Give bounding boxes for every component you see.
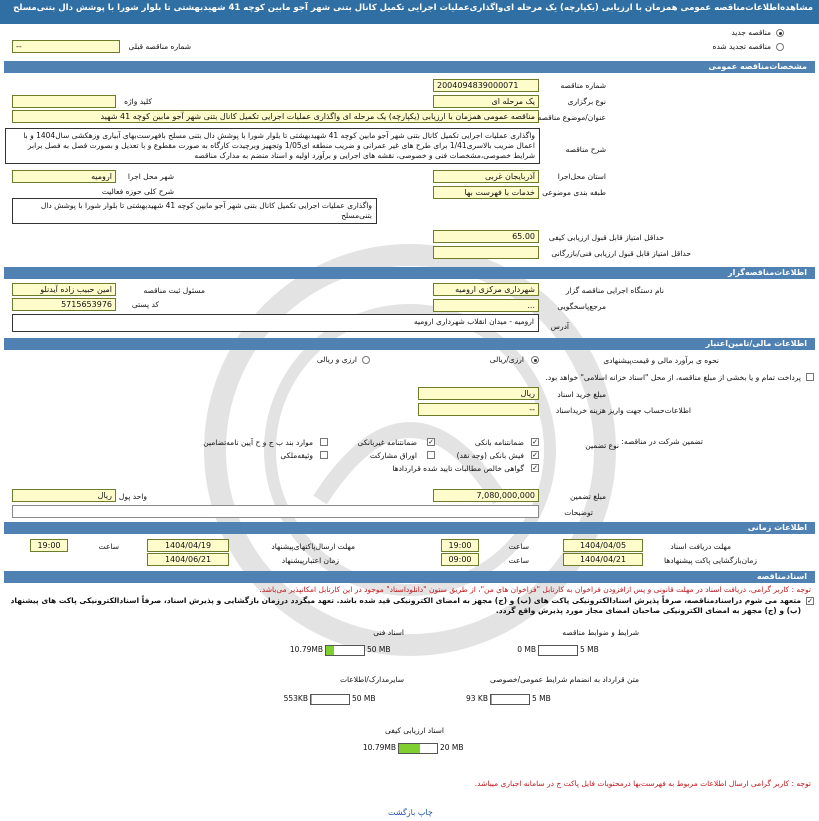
submit-label: مهلت ارسال‌پاکتهای‌پیشنهاد	[271, 542, 355, 551]
nonbank-guarantee-checkbox[interactable]: ✓	[428, 438, 434, 446]
doc-progress-bar	[538, 645, 578, 656]
min-quality-label: حداقل امتیاز قابل قبول ارزیابی کیفی	[548, 233, 664, 242]
doc-uploaded-size: 10.79MB	[289, 645, 323, 654]
doc-progress-bar	[310, 694, 350, 705]
min-quality-field[interactable]: 65.00	[433, 230, 539, 243]
doc-max-size: 5 MB	[532, 694, 551, 703]
reference-label: مرجع‌پاسخگویی	[557, 302, 606, 311]
renewed-tender-radio[interactable]	[776, 43, 784, 51]
city-label: شهر محل اجرا	[127, 172, 174, 181]
doc-progress-bar	[398, 743, 438, 754]
new-tender-radio[interactable]	[776, 29, 784, 37]
property-label: وثیقه‌ملکی	[280, 451, 313, 460]
doc-receive-date[interactable]: 1404/04/05	[563, 539, 643, 552]
property-checkbox[interactable]	[320, 451, 328, 459]
address-label: آدرس	[550, 322, 569, 331]
section-timing: اطلاعات زمانی	[4, 522, 815, 534]
holding-type-label: نوع برگزاری	[567, 97, 606, 106]
keyword-field[interactable]	[12, 95, 116, 108]
footer-links	[388, 808, 433, 817]
doc-receive-time[interactable]: 19:00	[441, 539, 479, 552]
fx-rial-radio-label: ارزی و ریالی	[316, 355, 357, 364]
description-box: واگذاری عملیات اجرایی تکمیل کانال بتنی شهر آجو مابین کوچه 41 شهید‌بهشتی تا بلوار شورا با پوشش دال بتنی مسلح بافهرست‌بهای آبیاری وزهکشی سال1404 و با اعمال ضریب بالاسری1/41 برای طرح های غیر عمرانی و ضریب منطقه ای1/05 وتجهیز وبرچیدت کارگاه به صورت مقطوع و با تعدیل و بصورت فصل به فصل برابر شرایط خصوصی،مشخصات فنی و خصوصی، نقشه های اجرایی و برآورد اولیه و اسناد منضم به مدارک مناقصه	[5, 128, 540, 164]
agency-label: نام دستگاه اجرایی مناقصه گزار	[565, 286, 664, 295]
validity-label: زمان اعتبارپیشنهاد	[281, 556, 339, 565]
rial-radio[interactable]	[531, 356, 539, 364]
print-link[interactable]: چاپ	[417, 808, 433, 817]
doc-uploaded-size: 0 MB	[517, 645, 536, 654]
activity-label: شرح کلی حوزه فعالیت	[101, 187, 174, 196]
activity-box: واگذاری عملیات اجرایی تکمیل کانال بتنی شهر آجو مابین کوچه 41 شهیدبهشتی تا بلوار شورا با پوشش دال بتنی‌مسلح	[12, 198, 377, 224]
holding-type-field[interactable]: یک مرحله ای	[433, 95, 539, 108]
validity-date[interactable]: 1404/06/21	[147, 553, 229, 566]
city-field[interactable]: ارومیه	[12, 170, 116, 183]
doc-max-size: 50 MB	[367, 645, 391, 654]
account-label: اطلاعات‌حساب جهت واریز هزینه خریداسناد	[555, 406, 691, 415]
treasury-checkbox[interactable]	[806, 373, 814, 381]
subject-label: عنوان/موضوع مناقصه	[537, 113, 606, 122]
submit-time-label: ساعت	[98, 542, 119, 551]
currency-field[interactable]: ریال	[12, 489, 116, 502]
doc-title: سایرمدارک/اطلاعات	[339, 675, 404, 684]
section-general: مشخصات‌مناقصه عمومی	[4, 61, 815, 73]
doc-uploaded-size: 553KB	[283, 694, 308, 703]
description-label: شرح مناقصه	[565, 145, 606, 154]
claims-label: گواهی خالص مطالبات تایید شده قراردادها	[392, 464, 524, 473]
section-organizer: اطلاعات‌مناقصه‌گزار	[4, 267, 815, 279]
doc-title: متن قرارداد به انضمام شرایط عمومی/خصوصی	[490, 675, 639, 684]
doc-progress-bar	[325, 645, 365, 656]
category-label: طبقه بندی موضوعی	[542, 188, 606, 197]
doc-price-label: مبلغ خرید اسناد	[557, 390, 606, 399]
doc-receive-label: مهلت دریافت اسناد	[670, 542, 731, 551]
bank-guarantee-label: ضمانتنامه بانکی	[474, 438, 524, 447]
min-tech-field[interactable]	[433, 246, 539, 259]
commit-text: متعهد می شوم دراسنادمناقصه، صرفاً پذیرش اسنادالکترونیکی پاکت های (ب) و (ج) مجهز به امضای الکترونیکی قید شده باشد. تعهد میگردد درزمان بازگشایی و پذیرش اسناد، صرفاً اسنادالکترونیکی پاکت های پیشنهاد (ب) و (ج) مجهز به امضای الکترونیکی صاحبان امضای مجاز مورد پذیرش واقع گردد.	[10, 596, 801, 615]
section-finance: اطلاعات مالی/تامین‌اعتبار	[4, 338, 815, 350]
treasury-label: پرداخت تمام و یا بخشی از مبلغ مناقصه، از محل "اسناد خزانه اسلامی" خواهد بود.	[545, 373, 801, 382]
registrar-label: مسئول ثبت مناقصه	[143, 286, 205, 295]
docs-note-bottom: توجه : کاربر گرامی ارسال اطلاعات مربوط به فهرست‌بها درمحتویات فایل پاکت ج در سامانه اجباری میباشد.	[474, 779, 811, 788]
page-title: مشاهده‌اطلاعات‌مناقصه عمومی همزمان با ارزیابی (یکپارچه) یک مرحله ای‌واگذاری‌عملیات اجرایی تکمیل کانال بتنی شهر آجو مابین کوچه 41 شهید‌بهشتی تا بلوار شورا با پوشش دال بتنی‌مسلح	[0, 0, 819, 24]
doc-title: اسناد ارزیابی کیفی	[385, 726, 444, 735]
notes-field[interactable]	[12, 505, 539, 518]
bank-guarantee-checkbox[interactable]: ✓	[532, 438, 538, 446]
subject-field[interactable]: مناقصه عمومی همزمان با ارزیابی (یکپارچه) یک مرحله ای واگذاری عملیات اجرایی تکمیل کانال بتنی شهر آجو مابین کوچه 41 شهید	[12, 110, 539, 123]
doc-title: شرایط و ضوابط مناقصه	[562, 628, 639, 637]
fx-rial-radio[interactable]	[362, 356, 370, 364]
tender-number-label: شماره مناقصه	[560, 81, 606, 90]
notes-label: توضیحات	[564, 508, 593, 517]
guarantee-type-label: نوع تضمین	[585, 441, 619, 450]
guarantee-label: تضمین شرکت در مناقصه:	[621, 437, 703, 446]
cash-label: فیش بانکی (وجه نقد)	[456, 451, 524, 460]
docs-note-top: توجه : کاربر گرامی، دریافت اسناد در مهلت قانونی و پس ازافزودن فراخوان به کارتابل "فراخوان های من"، از طریق ستون "دانلود‌اسناد" موجود در این کارتابل امکانپذیر می‌باشد.	[259, 585, 811, 594]
bonds-checkbox[interactable]	[427, 451, 435, 459]
open-label: زمان‌بازگشایی پاکت پیشنهادها	[663, 556, 757, 565]
doc-price-field[interactable]: ریال	[418, 387, 539, 400]
doc-max-size: 50 MB	[352, 694, 376, 703]
doc-title: اسناد فنی	[373, 628, 404, 637]
section-docs: اسنادمناقصه	[4, 571, 815, 583]
province-field[interactable]: آذربایجان غربی	[433, 170, 539, 183]
province-label: استان محل‌اجرا	[557, 172, 606, 181]
renewed-tender-label: مناقصه تجدید شده	[712, 42, 771, 51]
doc-uploaded-size: 93 KB	[466, 694, 488, 703]
estimate-label: نحوه ی برآورد مالی و قیمت‌پیشنهادی	[603, 356, 719, 365]
reference-field[interactable]: ...	[433, 299, 539, 312]
new-tender-label: مناقصه جدید	[731, 28, 771, 37]
prev-number-label: شماره مناقصه قبلی	[128, 42, 191, 51]
doc-receive-time-label: ساعت	[508, 542, 529, 551]
postal-code-field[interactable]: 5715653976	[12, 298, 116, 311]
claims-checkbox[interactable]: ✓	[532, 464, 538, 472]
doc-progress-fill	[399, 744, 420, 753]
submit-date[interactable]: 1404/04/19	[147, 539, 229, 552]
doc-progress-fill	[326, 646, 334, 655]
min-tech-label: حداقل امتیاز قابل قبول ارزیابی فنی/بازرگانی	[551, 249, 691, 258]
cash-checkbox[interactable]: ✓	[532, 451, 538, 459]
doc-progress-fill	[491, 695, 492, 704]
open-date[interactable]: 1404/04/21	[563, 553, 643, 566]
currency-label: واحد پول	[118, 492, 147, 501]
article-guarantee-checkbox[interactable]	[320, 438, 328, 446]
open-time[interactable]: 09:00	[441, 553, 479, 566]
registrar-field[interactable]: امین حبیب زاده آیدنلو	[12, 283, 116, 296]
account-field[interactable]: --	[418, 403, 539, 416]
postal-code-label: کد پستی	[131, 300, 159, 309]
category-field[interactable]: خدمات با فهرست بها	[433, 186, 539, 199]
guarantee-amount-field[interactable]: 7,080,000,000	[433, 489, 539, 502]
guarantee-amount-label: مبلغ تضمین	[569, 492, 606, 501]
agency-field[interactable]: شهرداری مرکزی ارومیه	[433, 283, 539, 296]
rial-radio-label: ارزی/ریالی	[489, 355, 524, 364]
doc-max-size: 20 MB	[440, 743, 464, 752]
commit-checkbox[interactable]: ✓	[807, 597, 813, 605]
back-link[interactable]: بازگشت	[388, 808, 416, 817]
nonbank-guarantee-label: ضمانتنامه غیربانکی	[357, 438, 417, 447]
address-box: ارومیه - میدان انقلاب شهرداری ارومیه	[12, 314, 539, 332]
doc-progress-bar	[490, 694, 530, 705]
article-guarantee-label: موارد بند ب ج و ح آیین نامه‌تضامین	[203, 438, 313, 447]
submit-time[interactable]: 19:00	[30, 539, 68, 552]
tender-number-field[interactable]: 2004094839000071	[433, 79, 539, 92]
open-time-label: ساعت	[508, 556, 529, 565]
bonds-label: اوراق مشارکت	[369, 451, 417, 460]
doc-uploaded-size: 10.79MB	[362, 743, 396, 752]
doc-max-size: 5 MB	[580, 645, 599, 654]
keyword-label: کلید واژه	[124, 97, 152, 106]
prev-number-field[interactable]: --	[12, 40, 120, 53]
